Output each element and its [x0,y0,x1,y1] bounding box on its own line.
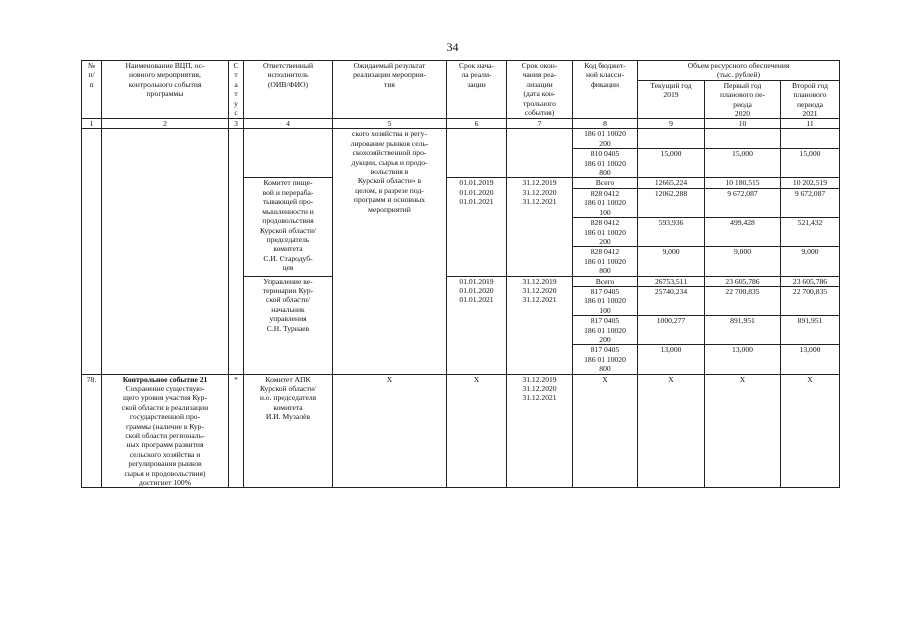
budget-code-cell: 828 0412 186 01 10020 100 [573,188,638,217]
amount-2021: 891,951 [781,316,840,345]
end-date-cell: 31.12.2019 31.12.2020 31.12.2021 [507,178,573,276]
column-number: 9 [638,119,705,129]
amount-2019: 13,000 [638,345,705,374]
end-date-cell: 31.12.2019 31.12.2020 31.12.2021 [507,374,573,488]
amount-2019: Х [638,374,705,488]
cell-number-continued [82,129,102,374]
amount-2019 [638,129,705,149]
amount-2021: 15,000 [781,149,840,178]
header-executor: Ответственный исполнитель (ОИВ/ФИО) [244,61,333,119]
amount-2021: Х [781,374,840,488]
header-year-second: Второй год планового периода 2021 [781,80,840,119]
table-row [82,129,840,149]
amount-2019: 12665,224 [638,178,705,188]
column-numbers-row [82,119,840,129]
amount-2019: 12062,288 [638,188,705,217]
header-expected-result: Ожидаемый результат реализации мероприя- тия [333,61,447,119]
amount-2020: 891,951 [705,316,781,345]
executor-cell: Комитет АПК Курской области/ и.о. председателя комитета И.И. Музалёв [244,374,333,488]
header-start-date: Срок нача- ла реали- зации [447,61,507,119]
expected-result-cell: Х [333,374,447,488]
budget-code-cell: 186 01 10020 200 [573,129,638,149]
header-year-first: Первый год планового пе- риода 2020 [705,80,781,119]
column-number: 7 [507,119,573,129]
amount-2020: 15,000 [705,149,781,178]
budget-code-cell: 817 0405 186 01 10020 200 [573,316,638,345]
amount-2020 [705,129,781,149]
budget-code-cell: 810 0405 186 01 10020 800 [573,149,638,178]
row-number: 78. [82,374,102,488]
column-number: 5 [333,119,447,129]
column-number: 3 [229,119,244,129]
amount-2021: 22 700,835 [781,286,840,315]
cell-start-continued [447,129,507,178]
column-number: 8 [573,119,638,129]
column-number: 10 [705,119,781,129]
column-number: 2 [102,119,229,129]
amount-2020: 9 672,087 [705,188,781,217]
budget-code-cell: 817 0405 186 01 10020 800 [573,345,638,374]
budget-code-cell: Х [573,374,638,488]
header-row [82,61,840,81]
header-end-date: Срок окон- чания реа- лизации (дата кон- трольного события) [507,61,573,119]
executor-cell: Комитет пище- вой и перераба- тывающей про- мышленности и продовольствия Курской области/ председатель комитета С.И. Стародуб- цев [244,178,333,276]
start-date-cell: Х [447,374,507,488]
header-budget-code: Код бюджет- ной класси- фикации [573,61,638,119]
control-event-description: Сохранение существую- щего уровня участия Кур- ской области в реализации государственной про- граммы (наличие в Кур- ской области региональ- ных программ развития сельского хозяйства и регулирования рынков сырья и продовольствия) достигнет 100% [121,384,209,488]
column-number: 11 [781,119,840,129]
header-resources: Объем ресурсного обеспечения (тыс. рублей) [638,61,840,81]
expected-result-cell: ского хозяйства и регу- лирование рынков сель- скохозяйственной про- дукции, сырья и продо- вольствия в Курской области» в целом, в разрезе под- программ и основных мероприятий [333,129,447,374]
amount-2021: 13,000 [781,345,840,374]
amount-2019: 15,000 [638,149,705,178]
header-number: № п/ п [82,61,102,119]
amount-2021: 9 672,087 [781,188,840,217]
executor-cell: Управление ве- теринарии Кур- ской области/ начальник управления С.Н. Турнаев [244,276,333,374]
header-name: Наименование ВЦП, ос- новного мероприятия, контрольного события программы [102,61,229,119]
budget-code-cell: Всего [573,178,638,188]
amount-2021: 23 605,786 [781,276,840,286]
table-row-78 [82,374,840,488]
end-date-cell: 31.12.2019 31.12.2020 31.12.2021 [507,276,573,374]
program-table [81,60,840,488]
amount-2019: 26753,511 [638,276,705,286]
amount-2019: 593,936 [638,218,705,247]
status-cell: * [229,374,244,488]
start-date-cell: 01.01.2019 01.01.2020 01.01.2021 [447,178,507,276]
budget-code-cell: 828 0412 186 01 10020 200 [573,218,638,247]
amount-2020: 22 700,835 [705,286,781,315]
header-status: С т а т у с [229,61,244,119]
amount-2020: 23 605,786 [705,276,781,286]
amount-2020: 13,000 [705,345,781,374]
column-number: 4 [244,119,333,129]
column-number: 6 [447,119,507,129]
budget-code-cell: 817 0405 186 01 10020 100 [573,286,638,315]
amount-2021: 521,432 [781,218,840,247]
amount-2020: 499,428 [705,218,781,247]
amount-2019: 1000,277 [638,316,705,345]
amount-2020: 10 180,515 [705,178,781,188]
amount-2019: 25740,234 [638,286,705,315]
budget-code-cell: 828 0412 186 01 10020 800 [573,247,638,276]
amount-2020: 9,000 [705,247,781,276]
control-event-title: Контрольное событие 21 [122,374,208,384]
header-year-current: Текущий год 2019 [638,80,705,119]
cell-name-continued [102,129,229,374]
column-number: 1 [82,119,102,129]
amount-2021: 10 202,519 [781,178,840,188]
control-event-cell [102,374,229,488]
cell-end-continued [507,129,573,178]
start-date-cell: 01.01.2019 01.01.2020 01.01.2021 [447,276,507,374]
cell-status-continued [229,129,244,374]
budget-code-cell: Всего [573,276,638,286]
amount-2021: 9,000 [781,247,840,276]
amount-2021 [781,129,840,149]
page-number: 34 [446,40,459,54]
amount-2020: Х [705,374,781,488]
amount-2019: 9,000 [638,247,705,276]
cell-executor-continued [244,129,333,178]
